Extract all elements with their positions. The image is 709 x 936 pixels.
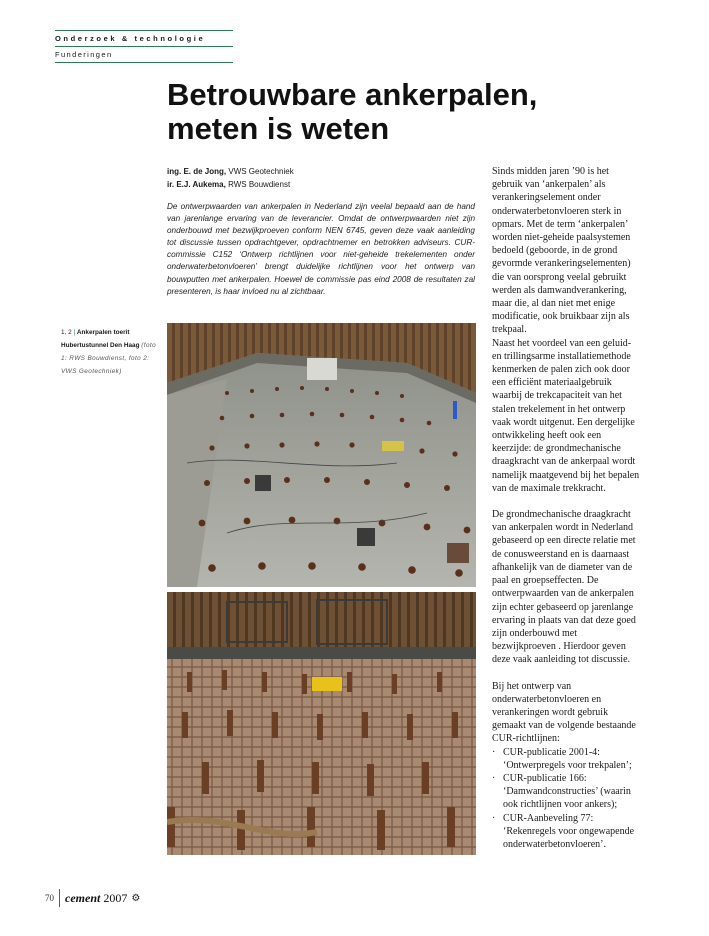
list-bullet: · — [492, 746, 496, 758]
section-header — [55, 30, 233, 63]
caption-credit: (foto 1: RWS Bouwdienst, foto 2: VWS Geotechniek) — [61, 342, 157, 375]
page-footer — [45, 888, 140, 908]
list-item-text: CUR-publicatie 2001-4: ‘Ontwerpregels voor trekpalen’; — [503, 746, 632, 771]
body-paragraph-4: Bij het ontwerp van onderwaterbetonvloeren en verankeringen wordt gebruik gemaakt van de volgende bestaande CUR-richtlijnen: — [492, 680, 636, 745]
caption-separator: | — [73, 329, 76, 336]
body-paragraph-1-text: Sinds midden jaren ’90 is het gebruik van ‘ankerpalen’ als verankeringselement onder onderwaterbetonvloeren sterk in opmars. Met de term ‘ankerpalen’ worden niet-geheide paalsystemen bedoeld (geboorde, in de grond gevormde verankeringselementen) die van oorsprong veelal gebruikt werden als damwandverankering, maar die, al dan niet met enige modificatie, ook bruikbaar zijn als trekpaal. — [492, 166, 631, 336]
list-item — [492, 772, 640, 812]
cur-guidelines-list — [492, 746, 640, 852]
author-1 — [167, 165, 477, 178]
list-bullet: · — [492, 812, 496, 824]
magazine-year: 2007 — [103, 890, 128, 905]
magazine-name: cement — [65, 890, 101, 905]
author-1-name: ing. E. de Jong, — [167, 167, 227, 176]
body-paragraph-1 — [492, 165, 640, 495]
header-rule-bottom — [55, 62, 233, 63]
photo-2-illustration — [167, 592, 476, 855]
list-bullet: · — [492, 772, 496, 784]
author-2-org: RWS Bouwdienst — [228, 180, 291, 189]
photo-1-illustration — [167, 323, 476, 587]
gear-icon: ⚙ — [131, 892, 141, 904]
author-1-org: VWS Geotechniek — [228, 167, 294, 176]
footer-rule — [59, 889, 60, 907]
page-number: 70 — [45, 893, 54, 903]
list-item-text: CUR-publicatie 166: ‘Damwandconstructies’ (waarin ook richtlijnen voor ankers); — [503, 772, 631, 811]
list-item — [492, 812, 640, 852]
author-2 — [167, 178, 477, 191]
byline — [167, 165, 477, 191]
photo-construction-pit-overview — [167, 323, 476, 587]
section-label: Onderzoek & technologie — [55, 34, 206, 43]
photo-caption — [61, 326, 161, 378]
body-paragraph-1b-text: Naast het voordeel van een geluid- en trillingsarme installatiemethode kenmerken de palen zich ook door een efficiënt materiaalgebruik waarbij de trekcapaciteit van het stalen trekelement in het ontwerp vaak wordt uitgenut. Een dergelijke ontwikkeling heeft ook een keerzijde: de grondmechanische draagkracht van de ankerpaal wordt namelijk maatgevend bij het bepalen van de maximale trekkracht. — [492, 337, 640, 494]
article-title: Betrouwbare ankerpalen, meten is weten — [167, 77, 538, 146]
list-item-text: CUR-Aanbeveling 77: ‘Rekenregels voor ongewapende onderwaterbetonvloeren’. — [503, 812, 635, 850]
body-paragraph-3: De grondmechanische draagkracht van ankerpalen wordt in Nederland gebaseerd op een directe relatie met de conusweerstand en is daarnaast afhankelijk van de diameter van de paal en groepseffecten. De ontwerpwaarden van de ankerpalen zijn echter gebaseerd op jarenlange ervaring in plaats van dat deze goed zijn onderbouwd met bezwijkproeven . Hierdoor geven deze vaak aanleiding tot discussie. — [492, 509, 636, 666]
photo-rebar-anchor-heads — [167, 592, 476, 855]
list-item — [492, 746, 640, 772]
article-intro: De ontwerpwaarden van ankerpalen in Nederland zijn veelal bepaald aan de hand van jarenlange ervaring van de leverancier. Omdat de ontwerpwaarden niet zijn onderbouwd met bezwijkproeven conform NEN 6745, geven deze vaak aanleiding tot discussie tussen opdrachtgever, opdrachtnemer en betrokken adviseurs. CUR-commissie C152 ‘Ontwerp richtlijnen voor niet-geheide trekelementen onder onderwaterbetonvloeren’ brengt duidelijke richtlijnen voor het ontwerp van bouwputten met ankerpalen. Hoewel de commissie pas eind 2008 de resultaten zal presenteren, is haar invloed nu al zichtbaar. — [167, 202, 475, 296]
subsection-label: Funderingen — [55, 50, 113, 59]
caption-title: Ankerpalen toerit Hubertustunnel Den Haag — [61, 329, 140, 349]
body-text-column — [492, 165, 640, 851]
caption-numbers: 1, 2 — [61, 329, 72, 336]
author-2-name: ir. E.J. Aukema, — [167, 180, 226, 189]
